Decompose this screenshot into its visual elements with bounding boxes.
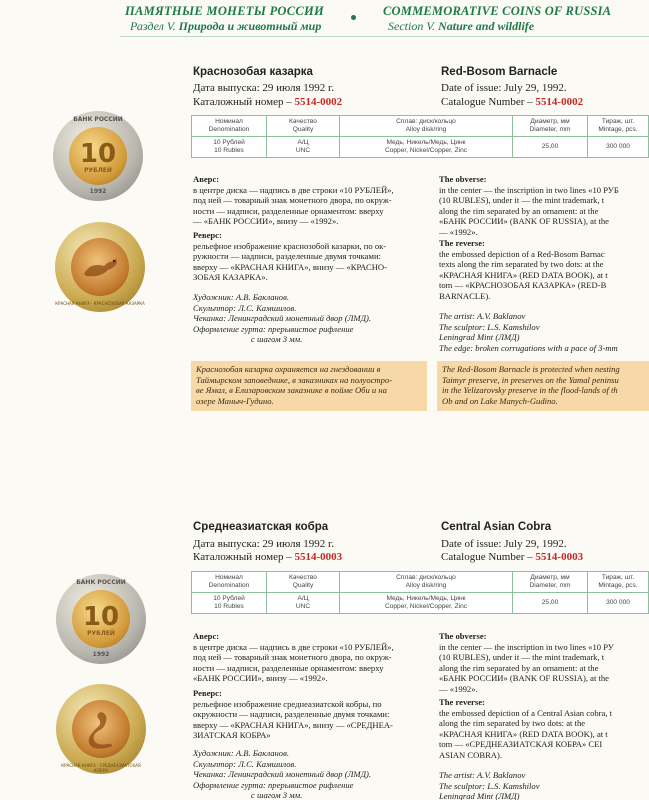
en-issue-date: Date of issue: July 29, 1992. [441,538,567,550]
coin-reverse-image [55,222,145,312]
spec-header: Сплав: диск/кольцо Alloy disk/ring [340,572,513,593]
ru-issue-date: Дата выпуска: 29 июля 1992 г. [193,82,335,94]
ru-note-box: Краснозобая казарка охраняется на гнездовании в Таймырском заповеднике, в заказниках на полуостро- ве Ямал, в Елизаровском заказнике в пойме Оби и на озере Маныч-Гудино. [191,361,427,411]
spec-table [191,115,649,158]
spec-table [191,571,649,614]
coin-rim-text: БАНК РОССИИ [73,116,123,123]
spec-value: А/Ц UNC [267,593,340,614]
barnacle-goose-icon [80,252,120,282]
spec-header: Диаметр, мм Diameter, mm [513,116,588,137]
ru-obverse-block: Аверс: в центре диска — надпись в две строки «10 РУБЛЕЙ», под ней — товарный знак монетного двора, по окруж- ности — надписи, разделенные орнаментом: вверху «БАНК РОССИИ», внизу — «1992». [193,631,394,683]
en-note-box: The Red-Bosom Barnacle is protected when nesting Taimyr preserve, in preserves on the Yamal peninsu in the Yelizarovsky preserve in the flood-lands of th Ob and on Lake Manych-Gudino. [437,361,649,411]
spec-value: Медь, Никель/Медь, Цинк Copper, Nickel/Copper, Zinc [340,593,513,614]
coin-reverse-image [56,684,146,774]
spec-value: 300 000 [588,137,649,158]
ru-coin-name: Среднеазиатская кобра [193,521,329,533]
header-rule [120,36,649,37]
en-catalogue: Catalogue Number – 5514-0003 [441,551,584,563]
ru-obverse-block: Аверс: в центре диска — надпись в две строки «10 РУБЛЕЙ», под ней — товарный знак монетного двора, по окруж- ности — надписи, разделенные орнаментом: вверху — «БАНК РОССИИ», внизу — «1992». [193,174,394,226]
header-right-section: Section V. Nature and wildlife [388,19,535,33]
spec-header: Диаметр, мм Diameter, mm [513,572,588,593]
coin-denomination: 10 [82,602,120,632]
spec-value: 10 Рублей 10 Rubles [192,593,267,614]
en-obverse-block: The obverse: in the center — the inscription in two lines «10 РУ (10 RUBLES), under it — the mint trademark, t along the rim separated by an ornament: at the «БАНК РОССИИ» (BANK OF RUSSIA), at the — «1992». [439,631,614,694]
ru-coin-name: Краснозобая казарка [193,66,313,78]
header-separator-dot [351,15,356,20]
spec-header: Номинал Denomination [192,572,267,593]
spec-value: А/Ц UNC [267,137,340,158]
coin-year: 1992 [92,651,110,658]
header-right-title: COMMEMORATIVE COINS OF RUSSIA [383,4,612,18]
en-reverse-block: The reverse: the embossed depiction of a Red-Bosom Barnac texts along the rim separated by two dots: at the «КРАСНАЯ КНИГА» (RED DATA BOOK), at t tom — «КРАСНОЗОБАЯ КАЗАРКА» (RED-B BARNACLE). [439,238,608,301]
en-coin-name: Central Asian Cobra [441,521,552,533]
en-obverse-block: The obverse: in the center — the inscription in two lines «10 РУБ (10 RUBLES), under it — the mint trademark, t along the rim separated by an ornament: at the «БАНК РОССИИ» (BANK OF RUSSIA), at the — «1992». [439,174,619,237]
ru-catalogue: Каталожный номер – 5514-0002 [193,96,343,108]
coin-word: РУБЛЕЙ [87,630,115,637]
en-catalogue-number: 5514-0002 [535,96,584,108]
spec-header: Номинал Denomination [192,116,267,137]
spec-value: 10 Рублей 10 Rubles [192,137,267,158]
coin-reverse-rim-text: КРАСНАЯ КНИГА · КРАСНОЗОБАЯ КАЗАРКА [55,301,145,306]
ru-reverse-block: Реверс: рельефное изображение краснозобой казарки, по ок- ружности — надписи, разделенные двумя точками: вверху — «КРАСНАЯ КНИГА», внизу — «КРАСНО- ЗОБАЯ КАЗАРКА». [193,230,387,282]
coin-obverse-image [53,111,143,201]
ru-reverse-block: Реверс: рельефное изображение среднеазиатской кобры, по окружности — надписи, разделенные двумя точками: вверху — «КРАСНАЯ КНИГА», внизу — «СРЕДНЕА- ЗИАТСКАЯ КОБРА» [193,688,393,740]
header-left-section: Раздел V. Природа и животный мир [130,19,322,33]
spec-header: Сплав: диск/кольцо Alloy disk/ring [340,116,513,137]
spec-header: Качество Quality [267,572,340,593]
cobra-icon [84,708,118,750]
spec-header: Тираж, шт. Mintage, pcs. [588,572,649,593]
coin-rim-text: БАНК РОССИИ [76,579,126,586]
spec-value: 25,00 [513,137,588,158]
page-header [0,0,649,36]
ru-catalogue-number: 5514-0003 [294,551,343,563]
ru-issue-date: Дата выпуска: 29 июля 1992 г. [193,538,335,550]
en-credits: The artist: A.V. Baklanov The sculptor: L.S. Kamshilov Leningrad Mint (ЛМД) The edge: broken corrugations with a pace of 3-mm [439,311,618,353]
ru-credits: Художник: А.В. Бакланов. Скульптор: Л.С. Камшилов. Чеканка: Ленинградский монетный двор (ЛМД). Оформление гурта: прерывистое рифление с шагом 3 мм. [193,292,372,344]
spec-value: 25,00 [513,593,588,614]
ru-catalogue-number: 5514-0002 [294,96,343,108]
coin-obverse-image [56,574,146,664]
en-catalogue: Catalogue Number – 5514-0002 [441,96,584,108]
header-left-title: ПАМЯТНЫЕ МОНЕТЫ РОССИИ [125,4,325,18]
spec-value: Медь, Никель/Медь, Цинк Copper, Nickel/Copper, Zinc [340,137,513,158]
coin-word: РУБЛЕЙ [84,167,112,174]
spec-header: Тираж, шт. Mintage, pcs. [588,116,649,137]
ru-credits: Художник: А.В. Бакланов. Скульптор: Л.С. Камшилов. Чеканка: Ленинградский монетный двор (ЛМД). Оформление гурта: прерывистое рифление с шагом 3 мм. [193,748,372,800]
coin-reverse-rim-text: КРАСНАЯ КНИГА · СРЕДНЕАЗИАТСКАЯ КОБРА [61,763,141,773]
coin-year: 1992 [89,188,107,195]
coin-denomination: 10 [79,139,117,169]
en-coin-name: Red-Bosom Barnacle [441,66,558,78]
spec-header: Качество Quality [267,116,340,137]
en-catalogue-number: 5514-0003 [535,551,584,563]
en-issue-date: Date of issue: July 29, 1992. [441,82,567,94]
ru-catalogue: Каталожный номер – 5514-0003 [193,551,343,563]
spec-value: 300 000 [588,593,649,614]
en-reverse-block: The reverse: the embossed depiction of a Central Asian cobra, t along the rim separated by two dots: at the «КРАСНАЯ КНИГА» (RED DATA BOOK), at t tom — «СРЕДНЕАЗИАТСКАЯ КОБРА» CEI ASIAN COBRA). [439,697,613,760]
en-credits: The artist: A.V. Baklanov The sculptor: L.S. Kamshilov Leningrad Mint (ЛМД) [439,770,540,800]
